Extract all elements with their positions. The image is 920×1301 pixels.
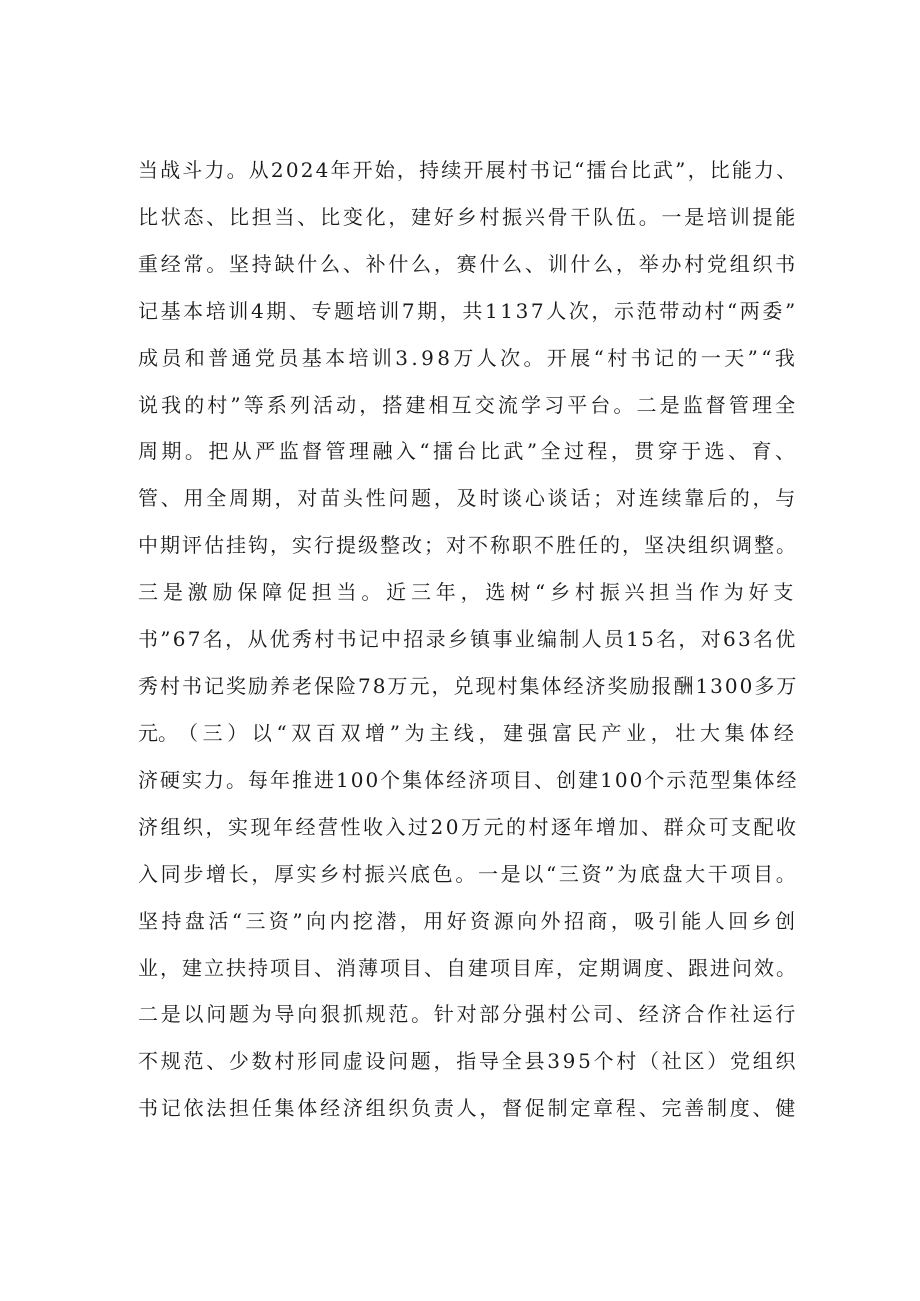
text-line: 不规范、少数村形同虚设问题，指导全县395个村（社区）党组织 bbox=[138, 1049, 799, 1074]
text-line: 元。 bbox=[138, 720, 178, 745]
text-line: 管、用全周期，对苗头性问题，及时谈心谈话；对连续靠后的，与 bbox=[138, 486, 798, 511]
text-line: 二是以问题为导向狠抓规范。针对部分强村公司、经济合作社运行 bbox=[138, 1002, 798, 1027]
text-line: 书”67名，从优秀村书记中招录乡镇事业编制人员15名，对63名优 bbox=[138, 627, 798, 651]
text-line: 坚持盘活“三资”向内挖潜，用好资源向外招商，吸引能人回乡创 bbox=[138, 908, 799, 933]
text-line: 济组织，实现年经营性收入过20万元的村逐年增加、群众可支配收 bbox=[138, 814, 799, 839]
text-line: 周期。把从严监督管理融入“擂台比武”全过程，贯穿于选、育、 bbox=[138, 439, 799, 464]
text-line: 济硬实力。每年推进100个集体经济项目、创建100个示范型集体经 bbox=[138, 767, 799, 792]
text-line: 业，建立扶持项目、消薄项目、自建项目库，定期调度、跟进问效。 bbox=[138, 955, 798, 980]
text-line: 记基本培训4期、专题培训7期，共1137人次，示范带动村“两委” bbox=[138, 298, 798, 323]
text-line: 三是激励保障促担当。近三年，选树“乡村振兴担当作为好支 bbox=[138, 580, 799, 605]
text-line: 秀村书记奖励养老保险78万元，兑现村集体经济奖励报酬1300多万 bbox=[138, 673, 799, 698]
text-line: 重经常。坚持缺什么、补什么，赛什么、训什么，举办村党组织书 bbox=[138, 251, 798, 276]
text-line: 比状态、比担当、比变化，建好乡村振兴骨干队伍。一是培训提能 bbox=[138, 204, 798, 229]
text-line: 说我的村”等系列活动，搭建相互交流学习平台。二是监督管理全 bbox=[138, 392, 799, 417]
text-line: 成员和普通党员基本培训3.98万人次。开展“村书记的一天”“我 bbox=[138, 345, 799, 370]
text-line: 书记依法担任集体经济组织负责人，督促制定章程、完善制度、健 bbox=[138, 1096, 798, 1121]
text-line: 当战斗力。从2024年开始，持续开展村书记“擂台比武”，比能力、 bbox=[138, 158, 799, 182]
text-line: 中期评估挂钩，实行提级整改；对不称职不胜任的，坚决组织调整。 bbox=[138, 533, 798, 558]
text-line: （三）以“双百双增”为主线，建强富民产业，壮大集体经 bbox=[178, 721, 799, 745]
text-line: 入同步增长，厚实乡村振兴底色。一是以“三资”为底盘大干项目。 bbox=[138, 861, 799, 886]
